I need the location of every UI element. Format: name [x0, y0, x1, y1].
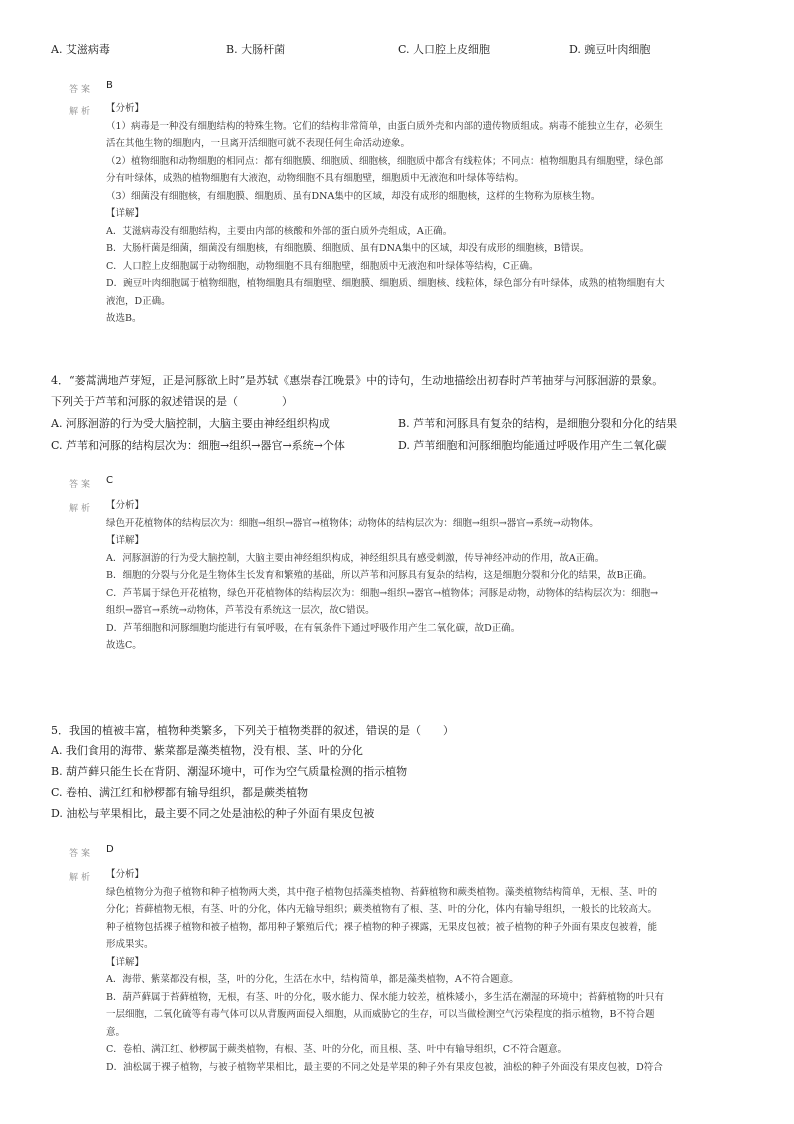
q5-stem: 5．我国的植被丰富，植物种类繁多，下列关于植物类群的叙述，错误的是（ ）	[51, 724, 454, 737]
q3-analysis-line: B．大肠杆菌是细菌，细菌没有细胞核，有细胞膜、细胞质、虽有DNA集中的区域，却没有成形的细胞核，B错误。	[106, 243, 590, 254]
q4-analysis-line: 组织→器官→系统→动物体，芦苇没有系统这一层次，故C错误。	[106, 605, 375, 616]
q4-analysis-label: 解析	[69, 504, 94, 514]
q4-analysis-line: D．芦苇细胞和河豚细胞均能进行有氧呼吸，在有氧条件下通过呼吸作用产生二氧化碳，故D正确。	[106, 622, 521, 634]
q5-analysis-line: 绿色植物分为孢子植物和种子植物两大类，其中孢子植物包括藻类植物、苔藓植物和蕨类植物。藻类植物结构简单，无根、茎、叶的	[106, 886, 658, 898]
q4-answer-label: 答案	[69, 480, 94, 490]
q5-analysis-line: A．海带、紫菜都没有根，茎，叶的分化，生活在水中，结构简单，都是藻类植物，A不符合题意。	[106, 974, 519, 985]
q3-analysis	[106, 100, 665, 328]
q5-analysis-line: 【详解】	[106, 956, 145, 968]
q4-option-d: D. 芦苇细胞和河豚细胞均能通过呼吸作用产生二氧化碳	[398, 439, 667, 452]
q5-analysis-line: 一层细胞，二氧化硫等有毒气体可以从背腹两面侵入细胞，从而威胁它的生存，可以当做检测空气污染程度的指示植物，B不符合题	[106, 1009, 655, 1020]
q4-analysis-line: C．芦苇属于绿色开花植物，绿色开花植物体的结构层次为：细胞→组织→器官→植物体；河豚是动物，动物体的结构层次为：细胞→	[106, 587, 659, 599]
q4-analysis-line: B．细胞的分裂与分化是生物体生长发育和繁殖的基础，所以芦苇和河豚具有复杂的结构，这是细胞分裂和分化的结果，故B正确。	[106, 570, 652, 581]
q4-analysis	[106, 497, 658, 655]
q5-option-c: C. 卷柏、满江红和桫椤都有输导组织，都是蕨类植物	[51, 786, 309, 799]
q3-answer: B	[106, 80, 113, 91]
q5-analysis-line: C．卷柏、满江红、桫椤属于蕨类植物，有根、茎、叶的分化，而且根、茎、叶中有输导组织，C不符合题意。	[106, 1044, 568, 1055]
q4-analysis-line: 绿色开花植物体的结构层次为：细胞→组织→器官→植物体；动物体的结构层次为：细胞→组织→器官→系统→动物体。	[106, 517, 599, 529]
q5-answer: D	[106, 844, 114, 855]
q3-analysis-line: （3）细菌没有细胞核，有细胞膜、细胞质、虽有DNA集中的区域，却没有成形的细胞核，这样的生物称为原核生物。	[106, 190, 601, 202]
q4-analysis-line: 故选C。	[106, 640, 142, 651]
q5-option-d: D. 油松与苹果相比，最主要不同之处是油松的种子外面有果皮包被	[51, 807, 375, 820]
q5-analysis-line: 形成果实。	[106, 939, 154, 950]
q3-analysis-line: 液泡，D正确。	[106, 295, 171, 307]
q3-analysis-line: 【分析】	[106, 103, 145, 114]
q3-analysis-label: 解析	[69, 107, 94, 117]
q3-analysis-line: 分有叶绿体，成熟的植物细胞有大液泡，动物细胞不具有细胞壁，细胞质中无液泡和叶绿体等结构。	[106, 173, 525, 184]
q3-analysis-line: 故选B。	[106, 313, 142, 324]
q4-analysis-line: 【详解】	[106, 535, 145, 546]
q4-answer: C	[106, 475, 113, 486]
q4-option-c: C. 芦苇和河豚的结构层次为：细胞→组织→器官→系统→个体	[51, 439, 345, 452]
q5-option-a: A. 我们食用的海带、紫菜都是藻类植物，没有根、茎、叶的分化	[51, 744, 363, 757]
q5-analysis-label: 解析	[69, 873, 94, 883]
q3-option-d: D. 豌豆叶肉细胞	[569, 43, 651, 56]
q3-option-b: B. 大肠杆菌	[226, 43, 286, 56]
q3-analysis-line: A．艾滋病毒没有细胞结构，主要由内部的核酸和外部的蛋白质外壳组成，A正确。	[106, 225, 453, 237]
q5-analysis-line: 【分析】	[106, 869, 145, 880]
q3-analysis-line: C．人口腔上皮细胞属于动物细胞，动物细胞不具有细胞壁，细胞质中无液泡和叶绿体等结构，C正确。	[106, 260, 539, 272]
q5-analysis-line: B．葫芦藓属于苔藓植物，无根，有茎、叶的分化，吸水能力、保水能力较差，植株矮小，多生活在潮湿的环境中；苔藓植物的叶只有	[106, 991, 664, 1003]
q5-analysis-line: 种子植物包括裸子植物和被子植物，都用种子繁殖后代；裸子植物的种子裸露，无果皮包被；被子植物的种子外面有果皮包被着，能	[106, 921, 658, 933]
q5-answer-label: 答案	[69, 849, 94, 859]
q3-analysis-line: 活在其他生物的细胞内，一旦离开活细胞可就不表现任何生命活动迹象。	[106, 138, 411, 149]
q4-option-a: A. 河豚洄游的行为受大脑控制，大脑主要由神经组织构成	[51, 417, 330, 430]
q3-analysis-line: （1）病毒是一种没有细胞结构的特殊生物。它们的结构非常简单，由蛋白质外壳和内部的遗传物质组成。病毒不能独立生存，必须生	[106, 120, 664, 132]
q4-option-b: B. 芦苇和河豚具有复杂的结构，是细胞分裂和分化的结果	[398, 417, 678, 430]
q4-stem-line1: 4．“蒌蒿满地芦芽短，正是河豚欲上时”是苏轼《惠崇春江晚景》中的诗句，生动地描绘出初春时芦苇抽芽与河豚洄游的景象。	[51, 374, 664, 387]
q3-analysis-line: （2）植物细胞和动物细胞的相同点：都有细胞膜、细胞质、细胞核，细胞质中都含有线粒体；不同点：植物细胞具有细胞壁，绿色部	[106, 155, 664, 167]
q4-analysis-line: A．河豚洄游的行为受大脑控制，大脑主要由神经组织构成，神经组织具有感受刺激，传导神经冲动的作用，故A正确。	[106, 552, 605, 564]
q5-analysis	[106, 866, 664, 1076]
q4-stem-line2: 下列关于芦苇和河豚的叙述错误的是（ ）	[51, 395, 293, 408]
q3-analysis-line: D．豌豆叶肉细胞属于植物细胞，植物细胞具有细胞壁、细胞膜、细胞质、细胞核、线粒体，绿色部分有叶绿体，成熟的植物细胞有大	[106, 278, 665, 289]
q5-option-b: B. 葫芦藓只能生长在背阴、潮湿环境中，可作为空气质量检测的指示植物	[51, 765, 408, 778]
q3-option-c: C. 人口腔上皮细胞	[398, 43, 491, 56]
q3-analysis-line: 【详解】	[106, 208, 145, 219]
q5-analysis-line: 分化；苔藓植物无根，有茎、叶的分化，体内无输导组织；蕨类植物有了根、茎、叶的分化，体内有输导组织，一般长的比较高大。	[106, 904, 658, 915]
q4-analysis-line: 【分析】	[106, 500, 145, 511]
q3-answer-label: 答案	[69, 85, 94, 95]
q5-analysis-line: D．油松属于裸子植物，与被子植物苹果相比，最主要的不同之处是苹果的种子外有果皮包被，油松的种子外面没有果皮包被，D符合	[106, 1061, 663, 1073]
q3-option-a: A. 艾滋病毒	[51, 43, 110, 56]
q5-analysis-line: 意。	[106, 1026, 126, 1038]
